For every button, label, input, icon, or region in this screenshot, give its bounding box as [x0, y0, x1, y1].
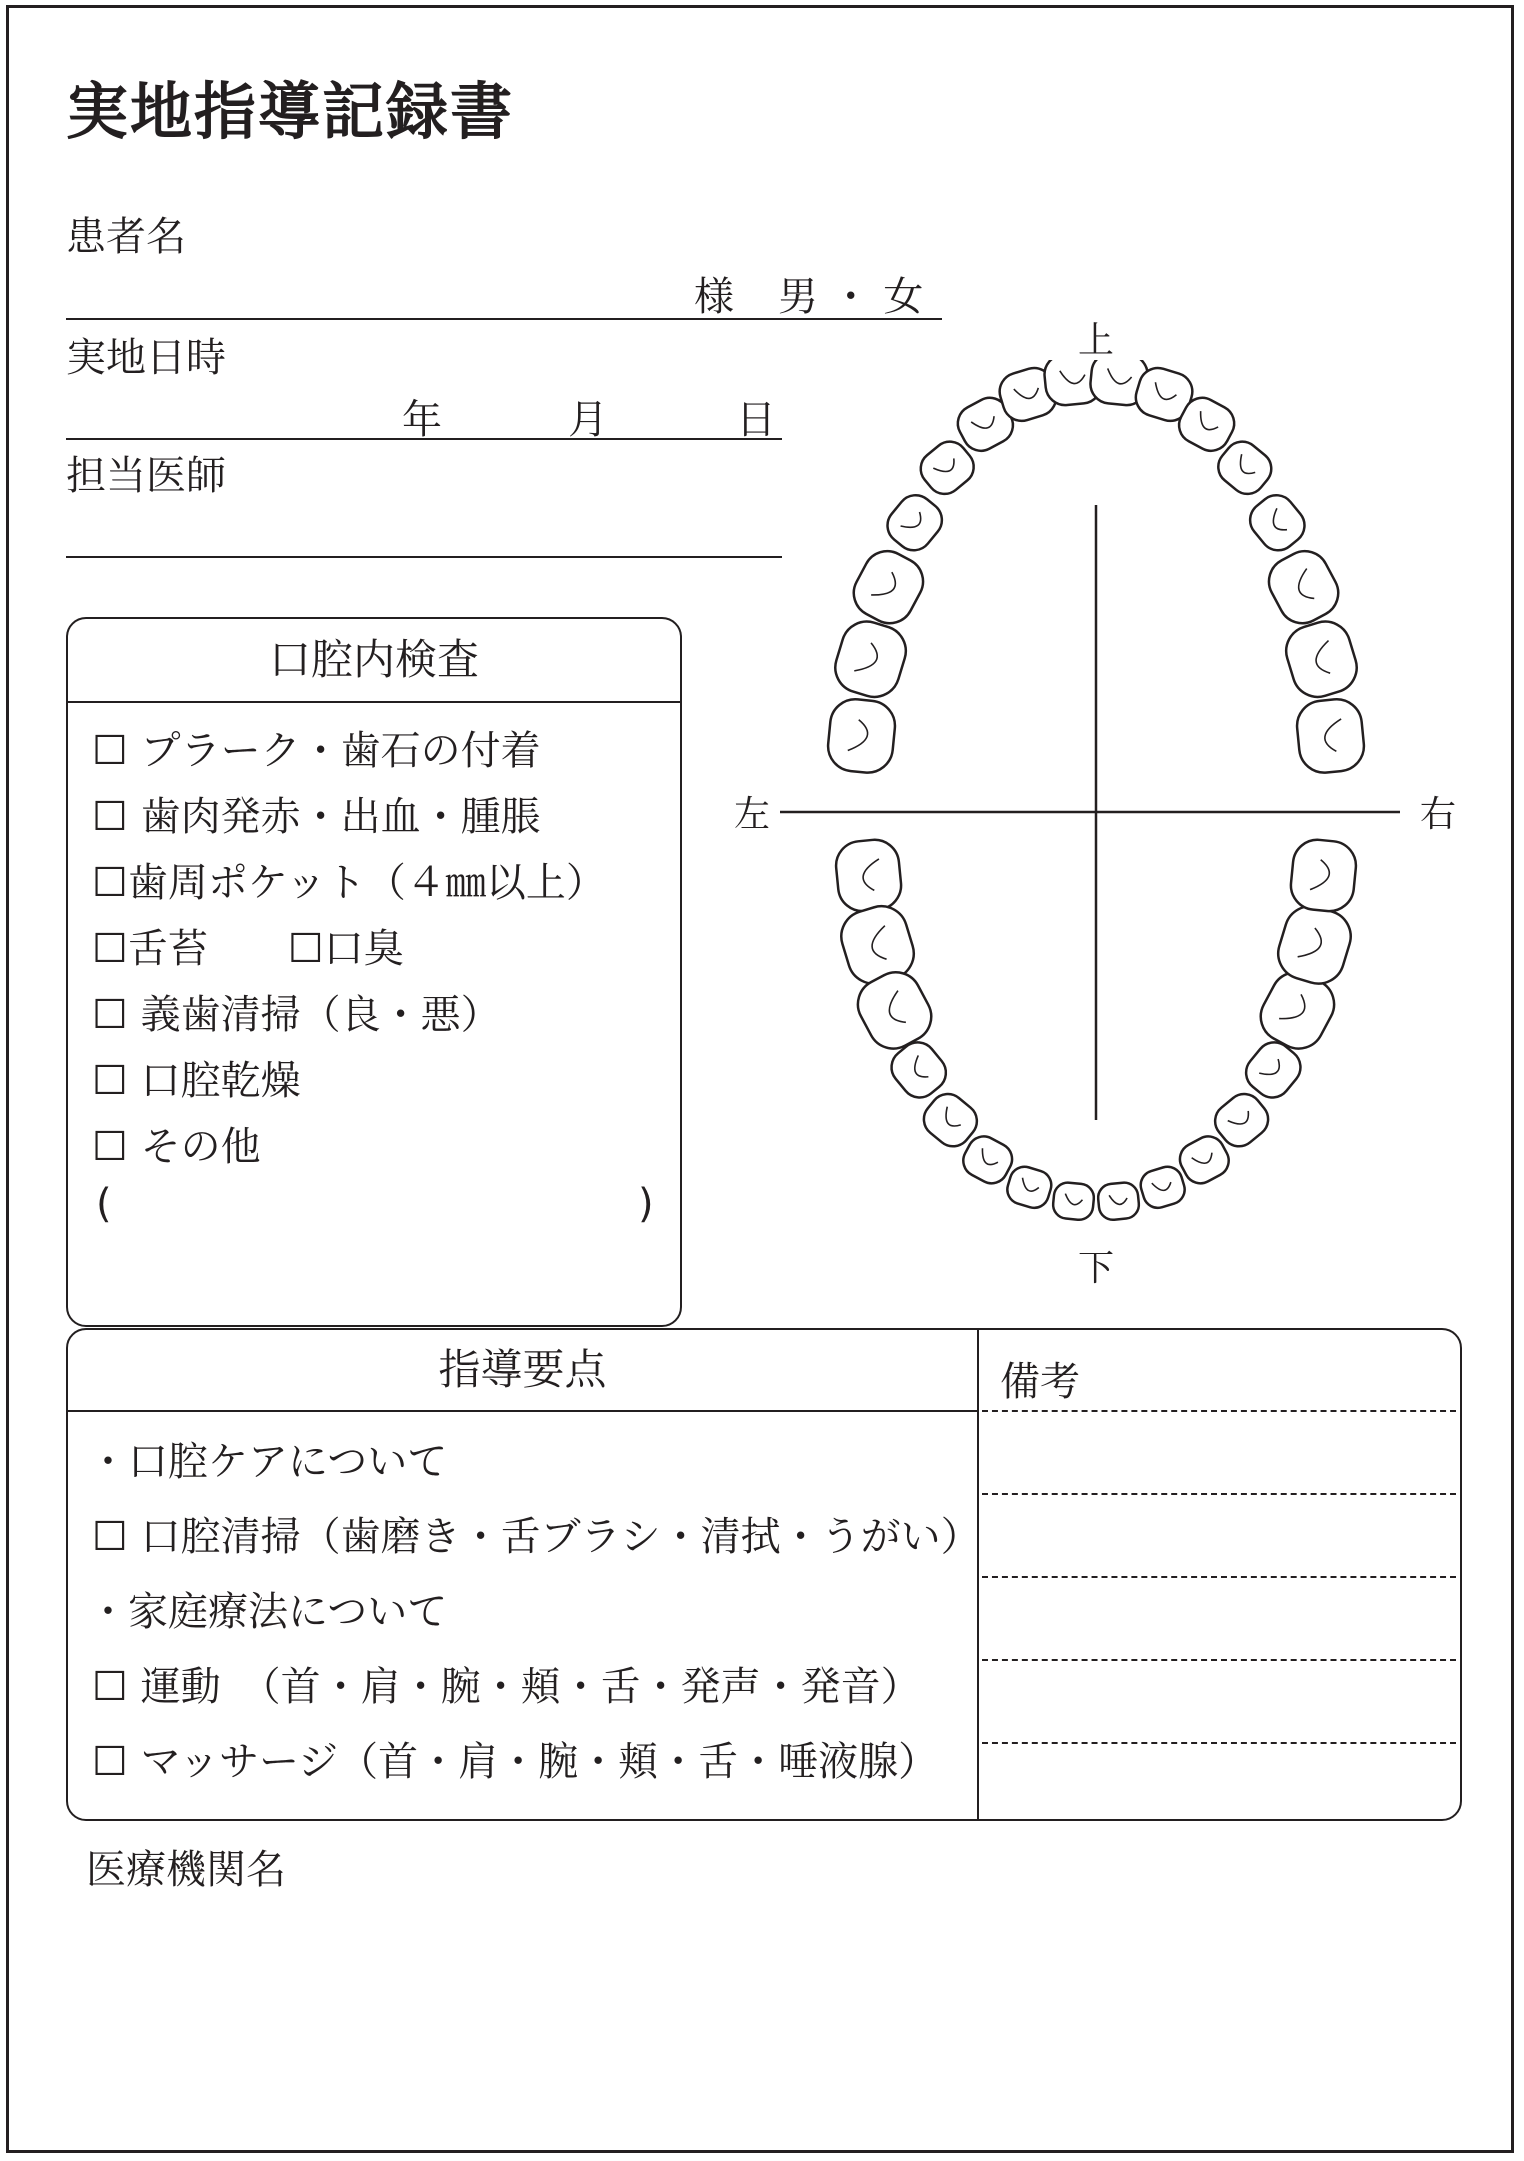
tooth	[880, 488, 949, 558]
tooth	[834, 838, 904, 914]
chart-left-label: 左	[734, 794, 771, 835]
notes-header: 備考	[1000, 1359, 1080, 1405]
other-open-paren: (	[96, 1181, 112, 1227]
patient-name-label: 患者名	[66, 214, 186, 260]
date-field[interactable]	[66, 438, 782, 440]
patient-name-field[interactable]	[66, 318, 942, 320]
tooth	[1243, 488, 1312, 558]
oral-exam-box	[66, 617, 682, 1327]
tooth	[1295, 697, 1367, 775]
oral-exam-item-pocket[interactable]: ☐歯周ポケット（４㎜以上）	[92, 860, 606, 906]
guidance-item-massage[interactable]: ☐ マッサージ（首・肩・腕・頬・舌・唾液腺）	[92, 1739, 939, 1785]
tooth	[1004, 1163, 1055, 1211]
doctor-field[interactable]	[66, 556, 782, 558]
notes-line[interactable]	[982, 1493, 1456, 1495]
oral-exam-item-other[interactable]: ☐ その他	[92, 1124, 261, 1170]
oral-exam-item-gingiva[interactable]: ☐ 歯肉発赤・出血・腫脹	[92, 794, 541, 840]
chart-right-label: 右	[1420, 794, 1457, 835]
chart-down-label: 下	[1078, 1248, 1115, 1289]
oral-exam-item-plaque[interactable]: ☐ プラーク・歯石の付着	[92, 728, 541, 774]
tooth	[1097, 1181, 1140, 1221]
tooth	[829, 615, 912, 703]
notes-line[interactable]	[982, 1742, 1456, 1744]
tooth-chart	[780, 360, 1420, 1240]
doctor-label: 担当医師	[66, 453, 226, 499]
guidance-oral-care-heading: ・口腔ケアについて	[88, 1439, 448, 1485]
tooth	[1289, 838, 1359, 914]
tooth	[826, 697, 898, 775]
tooth	[1280, 615, 1363, 703]
guidance-header: 指導要点	[68, 1330, 977, 1412]
institution-label: 医療機関名	[86, 1847, 286, 1893]
date-label: 実地日時	[66, 335, 226, 381]
guidance-home-therapy-heading: ・家庭療法について	[88, 1589, 448, 1635]
notes-line[interactable]	[982, 1659, 1456, 1661]
guidance-notes-divider	[977, 1330, 979, 1820]
date-month-unit: 月	[568, 397, 608, 443]
oral-exam-item-tongue-breath[interactable]: ☐舌苔 ☐口臭	[92, 926, 404, 972]
tooth	[845, 543, 931, 632]
notes-line[interactable]	[982, 1410, 1456, 1412]
date-day-unit: 日	[736, 397, 776, 443]
guidance-box	[66, 1328, 1462, 1821]
tooth	[1052, 1181, 1095, 1221]
oral-exam-item-denture[interactable]: ☐ 義歯清掃（良・悪）	[92, 992, 501, 1038]
oral-exam-item-dry-mouth[interactable]: ☐ 口腔乾燥	[92, 1058, 301, 1104]
page-title: 実地指導記録書	[66, 75, 515, 148]
other-close-paren: )	[638, 1181, 654, 1227]
date-year-unit: 年	[402, 397, 442, 443]
guidance-item-oral-cleaning[interactable]: ☐ 口腔清掃（歯磨き・舌ブラシ・清拭・うがい）	[92, 1514, 981, 1560]
oral-exam-header: 口腔内検査	[68, 619, 680, 703]
guidance-item-exercise[interactable]: ☐ 運動 （首・肩・腕・頬・舌・発声・発音）	[92, 1664, 921, 1710]
patient-sex-options[interactable]: 男 ・ 女	[778, 274, 924, 320]
notes-line[interactable]	[982, 1576, 1456, 1578]
tooth	[1261, 543, 1347, 632]
patient-honorific: 様	[694, 274, 734, 320]
tooth	[1137, 1163, 1188, 1211]
chart-up-label: 上	[1078, 320, 1115, 361]
